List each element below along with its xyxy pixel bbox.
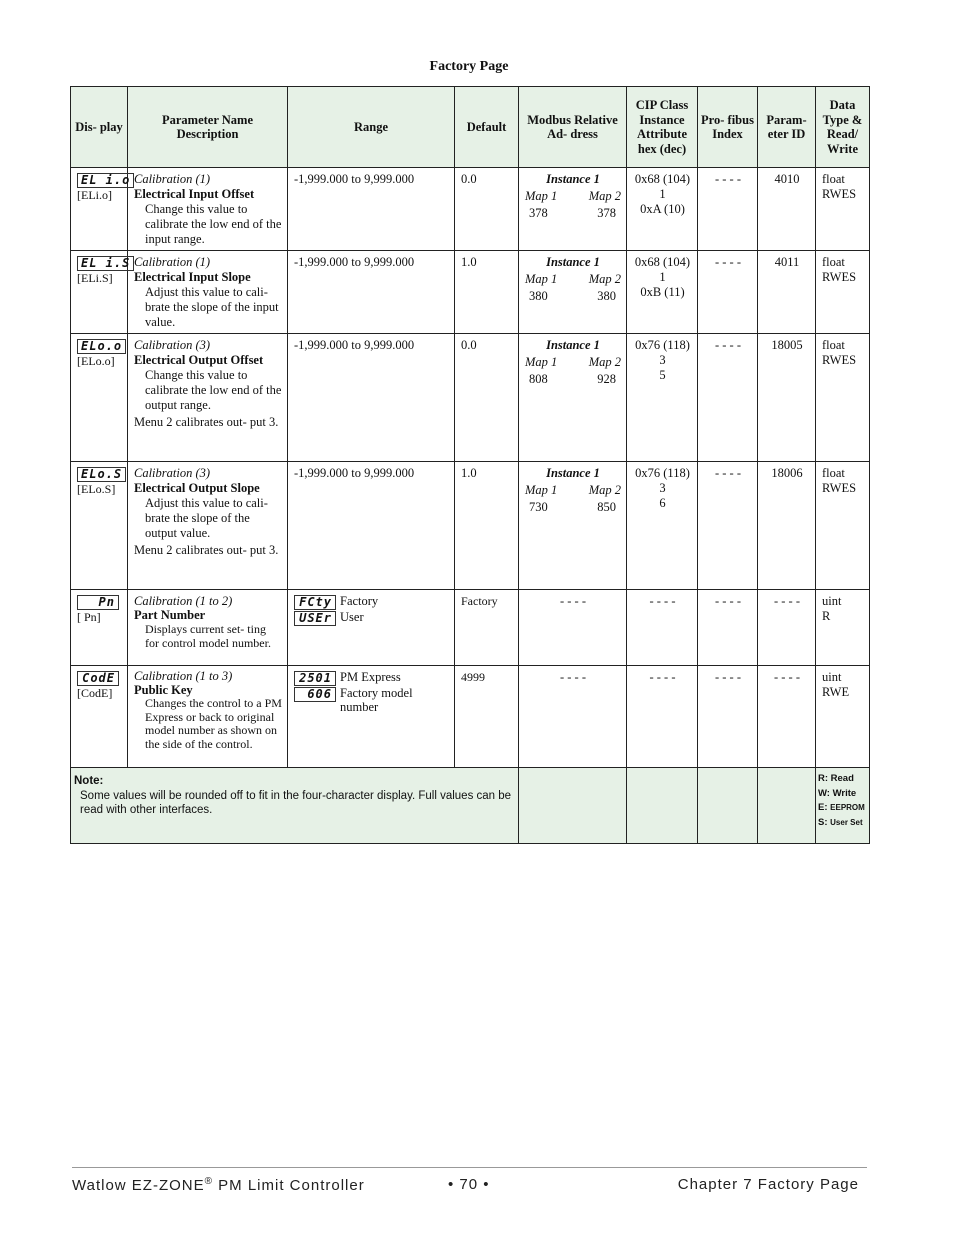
- cip-class: 0x68 (104): [634, 172, 691, 186]
- footer-chapter: Chapter 7 Factory Page: [677, 1176, 859, 1193]
- cip-attribute: 0xA (10): [640, 202, 685, 216]
- read-write: RWES: [822, 353, 857, 367]
- param-category: Calibration (3): [134, 466, 211, 480]
- option-label: Factory: [340, 594, 379, 608]
- param-menu-note: Menu 2 calibrates out- put 3.: [134, 543, 279, 557]
- cip-value: - - - -: [627, 590, 698, 666]
- parameter-id: - - - -: [758, 590, 816, 666]
- parameter-id: 18005: [758, 334, 816, 462]
- header-row: [71, 87, 870, 168]
- option-glyph: 2501: [294, 671, 336, 686]
- cip-instance: 3: [659, 353, 666, 367]
- map2-address: 850: [597, 500, 616, 514]
- footer-brand: Watlow EZ-ZONE: [72, 1177, 205, 1194]
- col-header-data-type: Data Type & Read/ Write: [816, 87, 870, 168]
- data-type: float: [822, 338, 845, 352]
- default-value: 4999: [455, 666, 519, 768]
- param-category: Calibration (3): [134, 338, 211, 352]
- data-type: uint: [822, 670, 842, 684]
- note-body: Some values will be rounded off to fit in the four-character display. Full values can be read with other interfaces.: [80, 789, 512, 816]
- map1-address: 378: [529, 206, 548, 220]
- col-header-range: Range: [288, 87, 455, 168]
- footer-page-number: • 70 •: [448, 1176, 490, 1193]
- note-title: Note:: [74, 775, 104, 787]
- option-label: Factory model number: [340, 686, 413, 714]
- param-description: Change this value to calibrate the low end of the output range.: [145, 368, 282, 412]
- param-name: Electrical Output Slope: [134, 481, 260, 495]
- map2-address: 928: [597, 372, 616, 386]
- param-menu-note: Menu 2 calibrates out- put 3.: [134, 415, 279, 429]
- default-value: 0.0: [455, 334, 519, 462]
- parameter-id: 4010: [758, 168, 816, 251]
- param-description: Adjust this value to cali- brate the slope of the output value.: [145, 496, 268, 540]
- map2-label: Map 2: [588, 272, 621, 286]
- profibus-index: - - - -: [698, 666, 758, 768]
- col-header-parameter: Parameter Name Description: [128, 87, 288, 168]
- option-glyph: USEr: [294, 611, 336, 626]
- display-code: [ELi.o]: [77, 187, 112, 202]
- col-header-profibus: Pro- fibus Index: [698, 87, 758, 168]
- option-glyph: FCty: [294, 595, 336, 610]
- param-name: Part Number: [134, 608, 206, 622]
- map1-label: Map 1: [525, 355, 558, 369]
- param-name: Public Key: [134, 682, 193, 697]
- table-row: [71, 666, 870, 768]
- range-value: -1,999.000 to 9,999.000: [288, 168, 455, 251]
- map1-label: Map 1: [525, 483, 558, 497]
- option-glyph: 606: [294, 687, 336, 702]
- range-value: -1,999.000 to 9,999.000: [288, 334, 455, 462]
- default-value: Factory: [455, 590, 519, 666]
- table-row: [71, 590, 870, 666]
- parameter-id: 4011: [758, 251, 816, 334]
- col-header-param-id: Param- eter ID: [758, 87, 816, 168]
- footer-divider: [72, 1167, 867, 1168]
- param-description: Adjust this value to cali- brate the slope of the input value.: [145, 285, 279, 329]
- range-value: -1,999.000 to 9,999.000: [288, 462, 455, 590]
- note-empty-cell: [758, 768, 816, 844]
- display-code: [ELo.o]: [77, 353, 115, 368]
- read-write: R: [822, 609, 831, 623]
- cip-value: - - - -: [627, 666, 698, 768]
- modbus-instance: Instance 1: [546, 172, 600, 186]
- parameter-id: 18006: [758, 462, 816, 590]
- map1-address: 808: [529, 372, 548, 386]
- legend-read: R: Read: [818, 773, 854, 784]
- param-description: Displays current set- ting for control model number.: [145, 622, 271, 650]
- param-description: Change this value to calibrate the low end of the input range.: [145, 202, 282, 246]
- read-write: RWES: [822, 481, 857, 495]
- legend-write: W: Write: [818, 787, 857, 799]
- cip-instance: 1: [659, 270, 666, 284]
- range-option: [294, 594, 449, 610]
- modbus-instance: Instance 1: [546, 255, 600, 269]
- profibus-index: - - - -: [698, 334, 758, 462]
- display-code: [CodE]: [77, 685, 113, 700]
- display-glyph: EL i.S: [77, 256, 134, 271]
- registered-mark: ®: [204, 1176, 213, 1187]
- param-name: Electrical Input Slope: [134, 270, 251, 284]
- param-category: Calibration (1): [134, 255, 211, 269]
- col-header-display: Dis- play: [71, 87, 128, 168]
- default-value: 1.0: [455, 251, 519, 334]
- table-row: [71, 251, 870, 334]
- data-type: float: [822, 255, 845, 269]
- page-title: Factory Page: [429, 59, 509, 74]
- table-row: [71, 334, 870, 462]
- cip-class: 0x76 (118): [635, 338, 690, 352]
- range-option: [294, 670, 449, 686]
- option-label: User: [340, 610, 364, 624]
- map1-address: 380: [529, 289, 548, 303]
- note-row: [71, 768, 870, 844]
- profibus-index: - - - -: [698, 462, 758, 590]
- cip-attribute: 5: [659, 368, 666, 382]
- data-type: float: [822, 172, 845, 186]
- legend-user-set-key: S:: [818, 816, 828, 828]
- col-header-default: Default: [455, 87, 519, 168]
- note-empty-cell: [519, 768, 627, 844]
- param-description: Changes the control to a PM Express or back to original model number as shown on the side of the control.: [145, 696, 282, 751]
- cip-attribute: 0xB (11): [640, 285, 685, 299]
- display-code: [ELi.S]: [77, 270, 113, 285]
- param-category: Calibration (1): [134, 172, 211, 186]
- legend-eeprom-key: E:: [818, 802, 828, 813]
- map2-label: Map 2: [588, 483, 621, 497]
- range-value: -1,999.000 to 9,999.000: [288, 251, 455, 334]
- profibus-index: - - - -: [698, 168, 758, 251]
- cip-class: 0x76 (118): [635, 466, 690, 480]
- profibus-index: - - - -: [698, 251, 758, 334]
- map2-label: Map 2: [588, 355, 621, 369]
- default-value: 0.0: [455, 168, 519, 251]
- rw-legend: [816, 768, 870, 844]
- map1-address: 730: [529, 500, 548, 514]
- cip-instance: 1: [659, 187, 666, 201]
- modbus-address: - - - -: [519, 666, 627, 768]
- display-code: [ELo.S]: [77, 481, 116, 496]
- map2-label: Map 2: [588, 189, 621, 203]
- range-option: [294, 610, 449, 626]
- map2-address: 378: [597, 206, 616, 220]
- display-glyph: Pn: [77, 595, 119, 610]
- legend-eeprom-value: EEPROM: [830, 803, 865, 812]
- modbus-address: - - - -: [519, 590, 627, 666]
- cip-class: 0x68 (104): [634, 255, 691, 269]
- data-type: uint: [822, 594, 842, 608]
- map1-label: Map 1: [525, 272, 558, 286]
- col-header-cip: CIP Class Instance Attribute hex (dec): [627, 87, 698, 168]
- note-empty-cell: [698, 768, 758, 844]
- cip-instance: 3: [659, 481, 666, 495]
- col-header-modbus: Modbus Relative Ad- dress: [519, 87, 627, 168]
- read-write: RWES: [822, 270, 857, 284]
- display-glyph: CodE: [77, 671, 119, 686]
- default-value: 1.0: [455, 462, 519, 590]
- param-category: Calibration (1 to 2): [134, 594, 233, 608]
- note-empty-cell: [627, 768, 698, 844]
- display-glyph: ELo.S: [77, 467, 126, 482]
- footer-product: PM Limit Controller: [218, 1177, 365, 1194]
- parameter-id: - - - -: [758, 666, 816, 768]
- display-code: [ Pn]: [77, 609, 101, 624]
- param-category: Calibration (1 to 3): [134, 669, 233, 683]
- legend-user-set-value: User Set: [830, 817, 863, 827]
- range-option: [294, 686, 449, 714]
- modbus-instance: Instance 1: [546, 466, 600, 480]
- map1-label: Map 1: [525, 189, 558, 203]
- table-row: [71, 462, 870, 590]
- display-glyph: EL i.o: [77, 173, 134, 188]
- display-glyph: ELo.o: [77, 339, 126, 354]
- cip-attribute: 6: [659, 496, 666, 510]
- param-name: Electrical Input Offset: [134, 187, 255, 201]
- option-label: PM Express: [340, 670, 401, 684]
- table-row: [71, 168, 870, 251]
- read-write: RWE: [822, 685, 850, 699]
- data-type: float: [822, 466, 845, 480]
- profibus-index: - - - -: [698, 590, 758, 666]
- read-write: RWES: [822, 187, 857, 201]
- param-name: Electrical Output Offset: [134, 353, 264, 367]
- map2-address: 380: [597, 289, 616, 303]
- modbus-instance: Instance 1: [546, 338, 600, 352]
- factory-parameter-table: [70, 86, 870, 844]
